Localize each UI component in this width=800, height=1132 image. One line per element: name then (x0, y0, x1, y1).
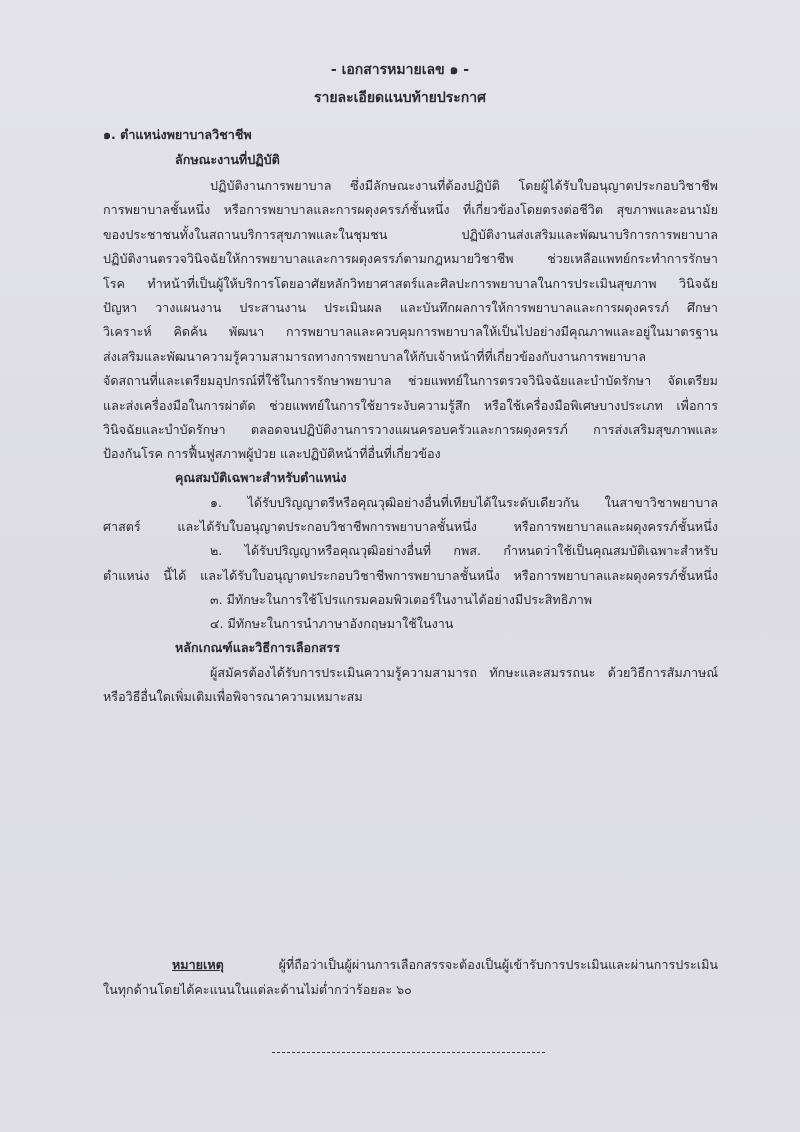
qualification-item: ๔. มีทักษะในการนำภาษาอังกฤษมาใช้ในงาน (210, 616, 454, 631)
qualification-item-cont: ศาสตร์ และได้รับใบอนุญาตประกอบวิชาชีพการพยาบาลชั้นหนึ่ง หรือการพยาบาลและผดุงครรภ์ชั้นหนึ่ง (103, 519, 718, 534)
qualification-item: ๑. ได้รับปริญญาตรีหรือคุณวุฒิอย่างอื่นที่เทียบได้ในระดับเดียวกัน ในสาขาวิชาพยาบาล (210, 495, 718, 510)
duties-line: ป้องกันโรค การฟื้นฟูสภาพผู้ป่วย และปฏิบัติหน้าที่อื่นที่เกี่ยวข้อง (103, 446, 441, 461)
note-label: หมายเหตุ (172, 957, 224, 972)
duties-line: วิเคราะห์ คิดค้น พัฒนา การพยาบาลและควบคุมการพยาบาลให้เป็นไปอย่างมีคุณภาพและอยู่ในมาตรฐาน (103, 324, 718, 339)
note-text-cont: ในทุกด้านโดยได้คะแนนในแต่ละด้านไม่ต่ำกว่าร้อยละ ๖๐ (103, 982, 412, 997)
end-divider (272, 1052, 545, 1053)
qualification-item: ๒. ได้รับปริญญาหรือคุณวุฒิอย่างอื่นที่ กพส. กำหนดว่าใช้เป็นคุณสมบัติเฉพาะสำหรับ (210, 543, 718, 558)
note-text: ผู้ที่ถือว่าเป็นผู้ผ่านการเลือกสรรจะต้องเป็นผู้เข้ารับการประเมินและผ่านการประเมิน (278, 957, 718, 972)
note-line (172, 955, 718, 975)
duties-line: ปฏิบัติงานการพยาบาล ซึ่งมีลักษณะงานที่ต้องปฏิบัติ โดยผู้ได้รับใบอนุญาตประกอบวิชาชีพ (210, 178, 718, 193)
qualification-item: ๓. มีทักษะในการใช้โปรแกรมคอมพิวเตอร์ในงานได้อย่างมีประสิทธิภาพ (210, 592, 593, 607)
qualifications-heading: คุณสมบัติเฉพาะสำหรับตำแหน่ง (175, 470, 347, 485)
duties-line: การพยาบาลชั้นหนึ่ง หรือการพยาบาลและการผดุงครรภ์ชั้นหนึ่ง ที่เกี่ยวข้องโดยตรงต่อชีวิต สุขภาพและอนามัย (103, 202, 718, 217)
qualification-item-cont: ตำแหน่ง นี้ได้ และได้รับใบอนุญาตประกอบวิชาชีพการพยาบาลชั้นหนึ่ง หรือการพยาบาลและผดุงครรภ์ชั้นหนึ่ง (103, 568, 718, 583)
duties-line: ส่งเสริมและพัฒนาความรู้ความสามารถทางการพยาบาลให้กับเจ้าหน้าที่ที่เกี่ยวข้องกับงานการพยาบาล (103, 349, 646, 364)
document-number: - เอกสารหมายเลข ๑ - (330, 62, 470, 78)
duties-line: ของประชาชนทั้งในสถานบริการสุขภาพและในชุมชน ปฏิบัติงานส่งเสริมและพัฒนาบริการการพยาบาล (103, 227, 718, 242)
selection-heading: หลักเกณฑ์และวิธีการเลือกสรร (175, 640, 340, 655)
selection-line: หรือวิธีอื่นใดเพิ่มเติมเพื่อพิจารณาความเหมาะสม (103, 689, 363, 704)
position-title: ๑. ตำแหน่งพยาบาลวิชาชีพ (103, 127, 252, 142)
duties-line: โรค ทำหน้าที่เป็นผู้ให้บริการโดยอาศัยหลักวิทยาศาสตร์และศิลปะการพยาบาลในการประเมินสุขภาพ วินิจฉัย (103, 276, 718, 291)
duties-line: ปัญหา วางแผนงาน ประสานงาน ประเมินผล และบันทึกผลการให้การพยาบาลและการผดุงครรภ์ ศึกษา (103, 300, 718, 315)
duties-line: วินิจฉัยและบำบัดรักษา ตลอดจนปฏิบัติงานการวางแผนครอบครัวและการผดุงครรภ์ การส่งเสริมสุขภาพและ (103, 422, 718, 437)
duties-line: จัดสถานที่และเตรียมอุปกรณ์ที่ใช้ในการรักษาพยาบาล ช่วยแพทย์ในการตรวจวินิจฉัยและบำบัดรักษา จัดเตรียม (103, 373, 718, 388)
duties-heading: ลักษณะงานที่ปฏิบัติ (175, 152, 280, 167)
duties-line: ปฏิบัติงานตรวจวินิจฉัยให้การพยาบาลและการผดุงครรภ์ตามกฎหมายวิชาชีพ ช่วยเหลือแพทย์กระทำการรักษา (103, 251, 718, 266)
selection-line: ผู้สมัครต้องได้รับการประเมินความรู้ความสามารถ ทักษะและสมรรถนะ ด้วยวิธีการสัมภาษณ์ (210, 665, 718, 680)
duties-line: และส่งเครื่องมือในการผ่าตัด ช่วยแพทย์ในการใช้ยาระงับความรู้สึก หรือใช้เครื่องมือพิเศษบางประเภท เพื่อการ (103, 398, 718, 413)
document-title: รายละเอียดแนบท้ายประกาศ (313, 90, 487, 106)
